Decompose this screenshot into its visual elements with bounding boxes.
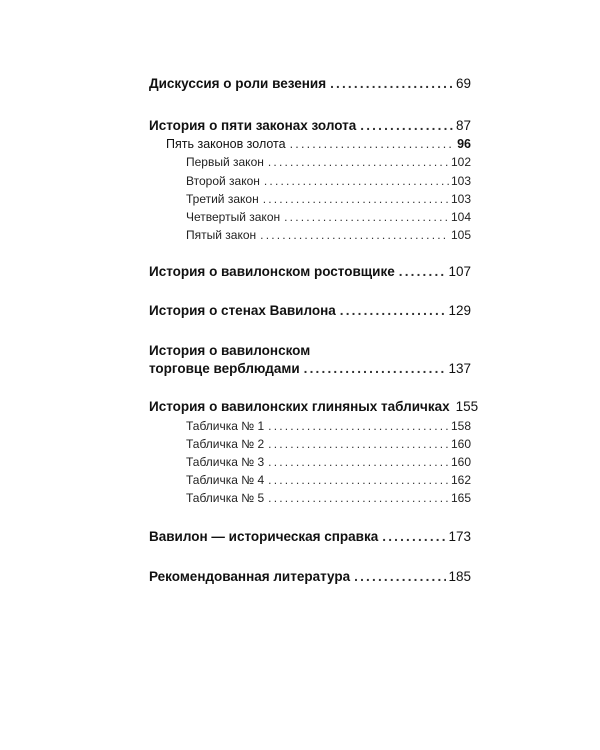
toc-entry-law-1[interactable] [186,155,471,169]
dot-leader [268,155,449,169]
toc-entry-title: торговце верблюдами [149,361,300,376]
toc-entry-page: 87 [455,118,471,133]
toc-entry-title: История о вавилонских глиняных табличках [149,399,450,414]
toc-entry-tablet-2[interactable] [186,437,471,451]
toc-entry-law-3[interactable] [186,192,471,206]
toc-entry-luck-discussion[interactable] [149,76,471,91]
toc-entry-five-laws[interactable] [149,118,471,133]
toc-entry-page: 185 [448,569,471,584]
toc-entry-title: История о вавилонском ростовщике [149,264,395,279]
toc-entry-walls[interactable] [149,303,471,318]
toc-entry-tablet-1[interactable] [186,419,471,433]
dot-leader [264,174,449,188]
toc-entry-title: Табличка № 4 [186,473,265,487]
toc-entry-page: 137 [448,361,471,376]
dot-leader [268,473,449,487]
toc-entry-page: 104 [450,210,471,224]
toc-entry-page: 105 [450,228,471,242]
toc-entry-page: 69 [455,76,471,91]
toc-entry-tablet-4[interactable] [186,473,471,487]
toc-entry-camel-trader-line1[interactable]: История о вавилонском [149,343,311,358]
toc-entry-page: 155 [455,399,479,414]
toc-entry-moneylender[interactable] [149,264,471,279]
dot-leader [330,76,454,91]
dot-leader [354,569,446,584]
toc-entry-babylon-history[interactable] [149,529,471,544]
dot-leader [268,419,449,433]
dot-leader [340,303,447,318]
toc-entry-title: Табличка № 1 [186,419,265,433]
toc-entry-title: Первый закон [186,155,264,169]
toc-entry-tablet-5[interactable] [186,491,471,505]
toc-entry-clay-tablets[interactable] [149,399,479,414]
toc-entry-page: 162 [450,473,471,487]
dot-leader [290,137,456,151]
toc-entry-page: 129 [448,303,471,318]
toc-entry-page: 107 [448,264,471,279]
toc-entry-law-4[interactable] [186,210,471,224]
toc-entry-page: 96 [457,137,471,151]
dot-leader [382,529,446,544]
dot-leader [268,455,449,469]
toc-entry-title: Табличка № 5 [186,491,265,505]
dot-leader [268,437,449,451]
toc-entry-title: Рекомендованная литература [149,569,351,584]
toc-entry-page: 160 [450,437,471,451]
toc-entry-title: Табличка № 3 [186,455,265,469]
toc-entry-page: 158 [450,419,471,433]
dot-leader [268,491,449,505]
toc-entry-page: 160 [450,455,471,469]
toc-entry-page: 173 [448,529,471,544]
toc-entry-literature[interactable] [149,569,471,584]
toc-entry-law-5[interactable] [186,228,471,242]
toc-entry-title: Третий закон [186,192,259,206]
dot-leader [399,264,447,279]
toc-entry-title: Дискуссия о роли везения [149,76,327,91]
toc-entry-camel-trader[interactable] [149,361,471,376]
dot-leader [304,361,447,376]
dot-leader [263,192,449,206]
toc-entry-page: 165 [450,491,471,505]
toc-entry-law-2[interactable] [186,174,471,188]
toc-entry-page: 102 [450,155,471,169]
toc-entry-title: Табличка № 2 [186,437,265,451]
toc-entry-title: История о стенах Вавилона [149,303,336,318]
toc-entry-page: 103 [450,174,471,188]
toc-entry-title: Четвертый закон [186,210,281,224]
dot-leader [284,210,449,224]
toc-entry-title: История о пяти законах золота [149,118,357,133]
toc-entry-title: Вавилон — историческая справка [149,529,379,544]
toc-entry-title: Пять законов золота [166,137,286,151]
toc-entry-page: 103 [450,192,471,206]
toc-entry-title: Второй закон [186,174,260,188]
toc-entry-tablet-3[interactable] [186,455,471,469]
dot-leader [360,118,454,133]
toc-entry-title: Пятый закон [186,228,257,242]
dot-leader [260,228,449,242]
toc-entry-five-laws-sub[interactable] [166,137,471,151]
